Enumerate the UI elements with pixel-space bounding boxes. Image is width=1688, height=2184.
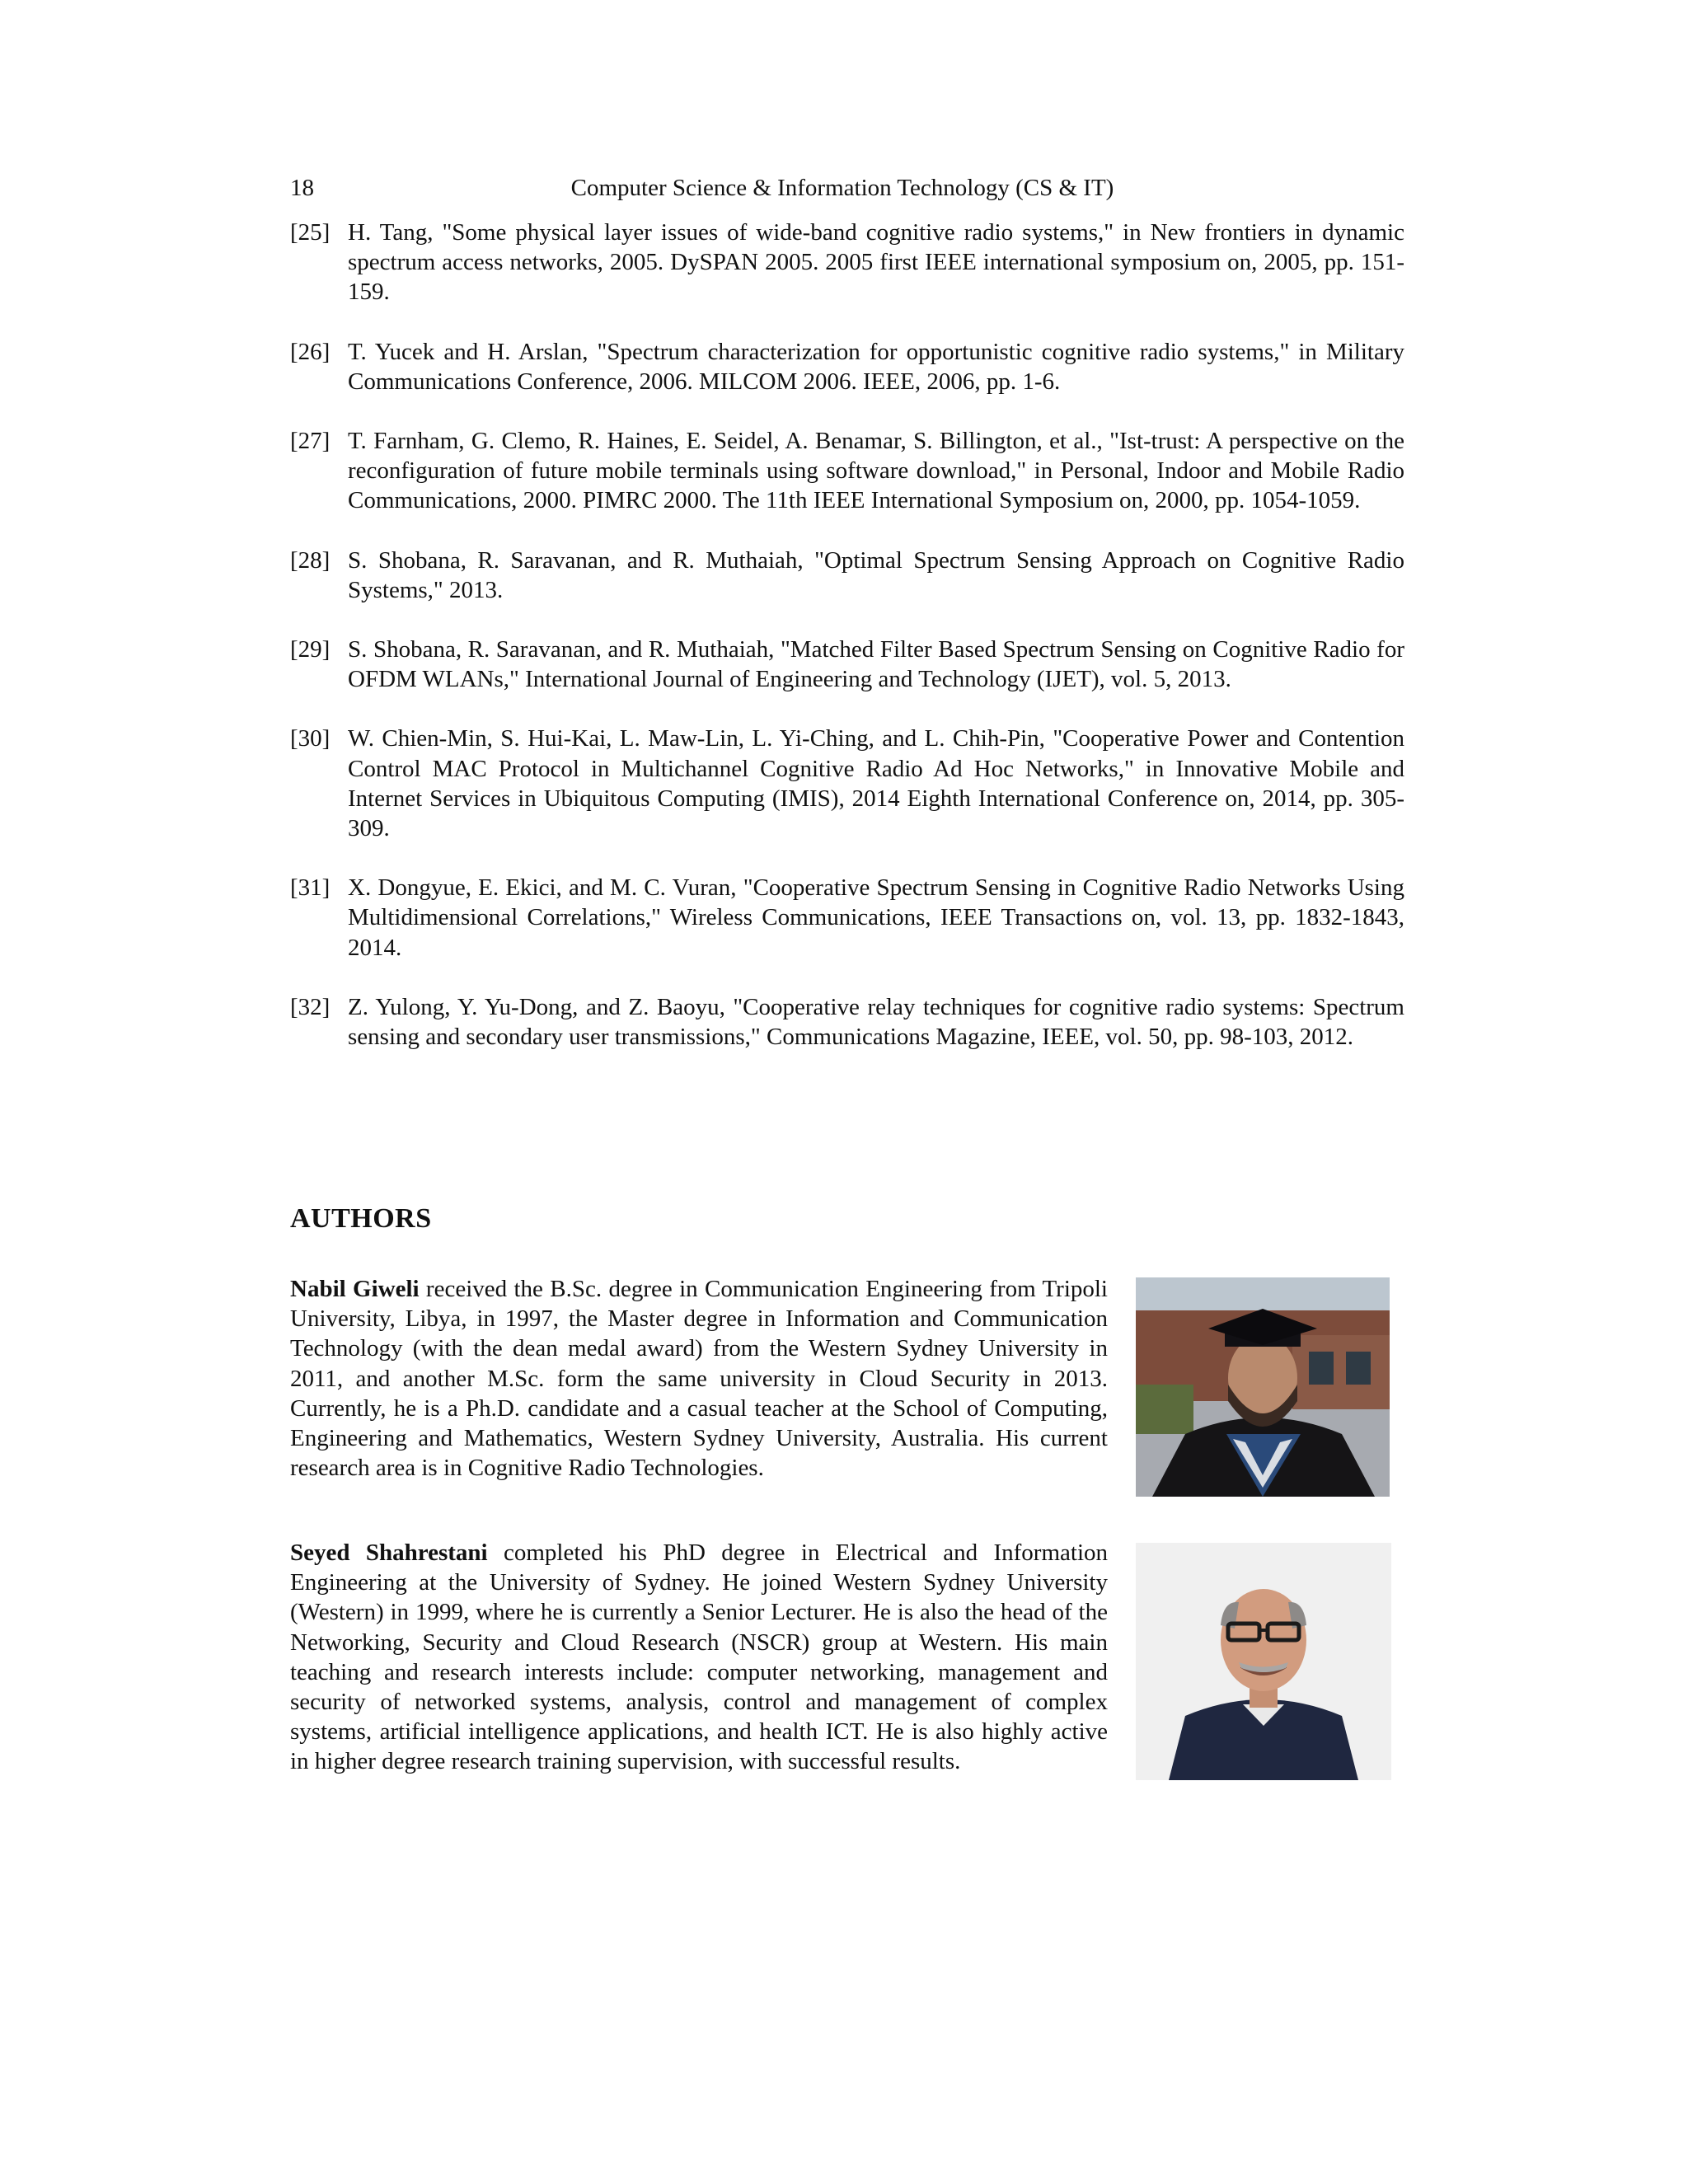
author-bio-text: received the B.Sc. degree in Communication Engineering from Tripoli University, Libya, in 1997, the Master degree in Information and Communication Technology (with the dean medal award) from the Western Sydney University in 2011, and another M.Sc. form the same university in Cloud Security in 2013. Currently, he is a Ph.D. candidate and a casual teacher at the School of Computing, Engineering and Mathematics, Western Sydney University, Australia. His current research area is in Cognitive Radio Technologies. — [290, 1276, 1108, 1482]
reference-number: [32] — [290, 993, 331, 1020]
reference-item — [290, 635, 1404, 694]
reference-text: W. Chien-Min, S. Hui-Kai, L. Maw-Lin, L. Yi-Ching, and L. Chih-Pin, "Cooperative Power and Contention Control MAC Protocol in Multichannel Cognitive Radio Ad Hoc Networks," in Innovative Mobile and Internet Services in Ubiquitous Computing (IMIS), 2014 Eighth International Conference on, 2014, pp. 305-309. — [348, 725, 1404, 842]
reference-number: [25] — [290, 219, 331, 246]
reference-text: H. Tang, "Some physical layer issues of wide-band cognitive radio systems," in New frontiers in dynamic spectrum access networks, 2005. DySPAN 2005. 2005 first IEEE international symposium on, 2005, pp. 151-159. — [348, 219, 1404, 306]
page-number: 18 — [290, 175, 314, 201]
author-photo — [1136, 1277, 1390, 1497]
author-bio — [290, 1538, 1108, 1777]
reference-text: T. Farnham, G. Clemo, R. Haines, E. Seidel, A. Benamar, S. Billington, et al., "Ist-trust: A perspective on the reconfiguration of future mobile terminals using software download," in Personal, Indoor and Mobile Radio Communications, 2000. PIMRC 2000. The 11th IEEE International Symposium on, 2000, pp. 1054-1059. — [348, 428, 1404, 514]
reference-item — [290, 724, 1404, 843]
reference-item — [290, 546, 1404, 605]
reference-item — [290, 873, 1404, 963]
reference-item — [290, 426, 1404, 516]
reference-item — [290, 337, 1404, 396]
author-photo-portrait — [1136, 1543, 1391, 1780]
running-header — [290, 171, 1395, 204]
author-photo — [1136, 1543, 1391, 1780]
author-photo-graduate — [1136, 1277, 1390, 1497]
reference-item — [290, 218, 1404, 307]
author-bio — [290, 1274, 1108, 1483]
reference-number: [27] — [290, 428, 331, 455]
reference-item — [290, 992, 1404, 1052]
reference-number: [29] — [290, 636, 331, 663]
reference-number: [26] — [290, 338, 331, 365]
reference-text: Z. Yulong, Y. Yu-Dong, and Z. Baoyu, "Cooperative relay techniques for cognitive radio systems: Spectrum sensing and secondary user transmissions," Communications Magazine, IEEE, vol. 50, pp. 98-103, 2012. — [348, 993, 1404, 1051]
reference-list — [290, 218, 1404, 1081]
author-name: Nabil Giweli — [290, 1276, 420, 1302]
reference-text: S. Shobana, R. Saravanan, and R. Muthaiah, "Matched Filter Based Spectrum Sensing on Cognitive Radio for OFDM WLANs," International Journal of Engineering and Technology (IJET), vol. 5, 2013. — [348, 636, 1404, 693]
reference-number: [30] — [290, 725, 331, 752]
reference-number: [28] — [290, 546, 331, 574]
reference-text: T. Yucek and H. Arslan, "Spectrum characterization for opportunistic cognitive radio systems," in Military Communications Conference, 2006. MILCOM 2006. IEEE, 2006, pp. 1-6. — [348, 338, 1404, 395]
reference-number: [31] — [290, 874, 331, 902]
journal-title: Computer Science & Information Technology (CS & IT) — [570, 175, 1114, 201]
reference-text: S. Shobana, R. Saravanan, and R. Muthaiah, "Optimal Spectrum Sensing Approach on Cognitive Radio Systems," 2013. — [348, 546, 1404, 603]
author-name: Seyed Shahrestani — [290, 1540, 488, 1566]
author-bio-text: completed his PhD degree in Electrical and Information Engineering at the University of Sydney. He joined Western Sydney University (Western) in 1999, where he is currently a Senior Lecturer. He is also the head of the Networking, Security and Cloud Research (NSCR) group at Western. His main teaching and research interests include: computer networking, management and security of networked systems, analysis, control and management of complex systems, artificial intelligence applications, and health ICT. He is also highly active in higher degree research training supervision, with successful results. — [290, 1540, 1109, 1775]
authors-heading: AUTHORS — [290, 1203, 432, 1234]
reference-text: X. Dongyue, E. Ekici, and M. C. Vuran, "Cooperative Spectrum Sensing in Cognitive Radio Networks Using Multidimensional Correlations," Wireless Communications, IEEE Transactions on, vol. 13, pp. 1832-1843, 2014. — [348, 874, 1404, 961]
